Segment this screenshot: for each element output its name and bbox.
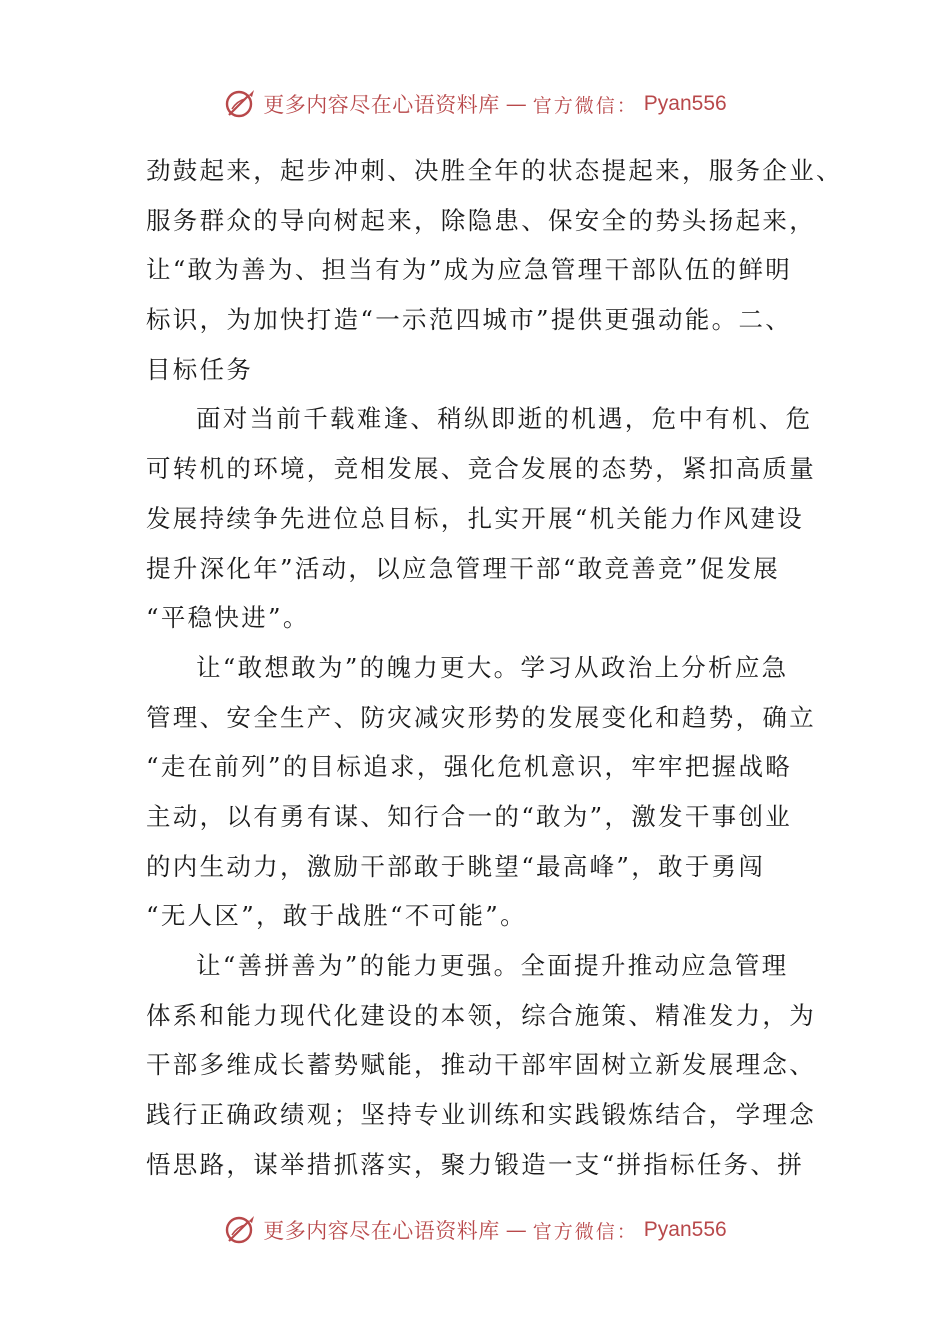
- text-line: 目标任务: [146, 354, 254, 384]
- header-watermark-banner: [0, 84, 950, 124]
- text-line: 发展持续争先进位总目标，扎实开展“机关能力作风建设: [146, 503, 805, 533]
- text-line: 主动，以有勇有谋、知行合一的“敢为”，激发干事创业: [146, 801, 793, 831]
- text-line: “走在前列”的目标追求，强化危机意识，牢牢把握战略: [146, 752, 793, 782]
- text-line: 提升深化年”活动，以应急管理干部“敢竞善竞”促发展: [146, 553, 781, 583]
- banner-wechat-id: Pyan556: [643, 1218, 727, 1241]
- banner-wechat-label: 官方微信：: [532, 94, 638, 117]
- text-line: 可转机的环境，竞相发展、竞合发展的态势，紧扣高质量: [146, 454, 816, 484]
- paragraph-first-line: 面对当前千载难逢、稍纵即逝的机遇，危中有机、危: [196, 404, 813, 434]
- banner-brand-text: 更多内容尽在心语资料库: [263, 93, 500, 117]
- text-line: 干部多维成长蓄势赋能，推动干部牢固树立新发展理念、: [146, 1050, 816, 1080]
- text-line: 服务群众的导向树起来，除隐患、保安全的势头扬起来，: [146, 205, 816, 235]
- text-line: 标识，为加快打造“一示范四城市”提供更强动能。二、: [146, 305, 793, 335]
- paragraph-first-line: 让“敢想敢为”的魄力更大。学习从政治上分析应急: [196, 652, 789, 682]
- text-line: 管理、安全生产、防灾减灾形势的发展变化和趋势，确立: [146, 702, 816, 732]
- text-line: “平稳快进”。: [146, 603, 310, 633]
- pen-logo-icon: [223, 1213, 257, 1247]
- text-line: 践行正确政绩观；坚持专业训练和实践锻炼结合，学理念: [146, 1100, 816, 1130]
- banner-dash: —: [505, 1218, 527, 1242]
- text-line: “无人区”，敢于战胜“不可能”。: [146, 901, 527, 931]
- text-line: 体系和能力现代化建设的本领，综合施策、精准发力，为: [146, 1000, 816, 1030]
- banner-wechat-label: 官方微信：: [532, 1220, 638, 1243]
- document-body: [146, 146, 843, 1189]
- text-line: 悟思路，谋举措抓落实，聚力锻造一支“拼指标任务、拼: [146, 1149, 805, 1179]
- pen-logo-icon: [223, 87, 257, 121]
- text-line: 让“敢为善为、担当有为”成为应急管理干部队伍的鲜明: [146, 255, 793, 285]
- banner-dash: —: [505, 92, 527, 116]
- banner-wechat-id: Pyan556: [643, 92, 727, 115]
- paragraph-first-line: 让“善拼善为”的能力更强。全面提升推动应急管理: [196, 951, 789, 980]
- text-line: 的内生动力，激励干部敢于眺望“最高峰”，敢于勇闯: [146, 851, 766, 881]
- banner-brand-text: 更多内容尽在心语资料库: [263, 1219, 500, 1243]
- text-line: 劲鼓起来，起步冲刺、决胜全年的状态提起来，服务企业、: [146, 156, 843, 185]
- footer-watermark-banner: [0, 1210, 950, 1250]
